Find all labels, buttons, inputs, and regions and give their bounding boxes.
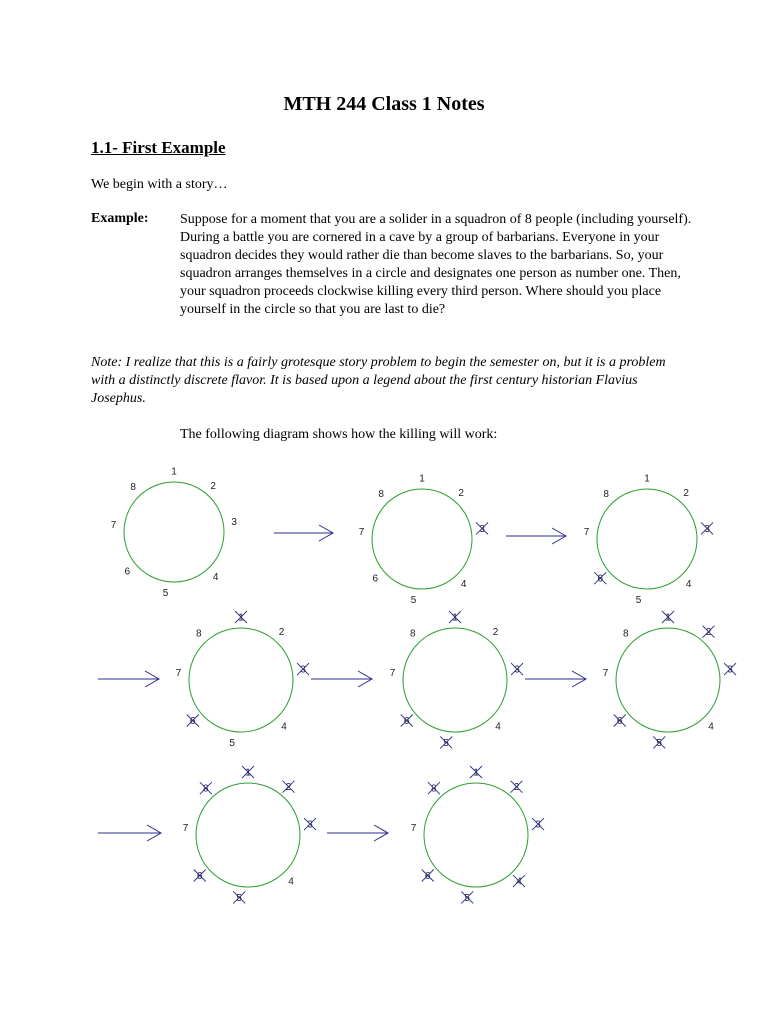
position-label: 2	[513, 782, 520, 794]
josephus-circle	[196, 783, 300, 887]
position-label: 8	[410, 628, 416, 640]
position-label: 3	[727, 664, 733, 676]
position-label: 6	[372, 573, 379, 585]
position-label: 6	[403, 716, 410, 727]
position-label: 1	[452, 612, 458, 624]
position-label: 1	[644, 473, 650, 485]
position-label: 8	[203, 783, 209, 795]
josephus-circle	[403, 628, 507, 732]
josephus-circle	[424, 783, 528, 887]
position-label: 8	[623, 628, 629, 640]
position-label: 3	[231, 516, 237, 528]
position-label: 8	[431, 783, 437, 795]
josephus-circle	[124, 482, 224, 582]
position-label: 3	[704, 523, 710, 535]
josephus-circle	[189, 628, 293, 732]
position-label: 7	[110, 520, 117, 532]
position-label: 7	[602, 667, 609, 679]
position-label: 3	[535, 819, 541, 831]
position-label: 8	[196, 628, 202, 640]
position-label: 6	[597, 573, 604, 585]
position-label: 1	[238, 612, 244, 624]
page-title: MTH 244 Class 1 Notes	[283, 93, 485, 115]
position-label: 7	[389, 667, 396, 679]
intro-text: We begin with a story…	[91, 177, 228, 192]
position-label: 3	[300, 664, 306, 676]
position-label: 2	[285, 782, 292, 794]
diagram-intro: The following diagram shows how the killing will work:	[180, 427, 498, 442]
position-label: 7	[175, 667, 182, 679]
position-label: 5	[443, 737, 449, 749]
example-label: Example:	[91, 211, 149, 226]
position-label: 5	[656, 737, 662, 749]
position-label: 2	[278, 627, 285, 639]
position-label: 8	[378, 489, 384, 501]
position-label: 3	[307, 819, 313, 831]
position-label: 2	[458, 487, 464, 499]
position-label: 5	[464, 892, 470, 904]
position-label: 6	[196, 871, 203, 882]
position-label: 4	[281, 721, 287, 733]
position-label: 7	[583, 527, 590, 539]
position-label: 4	[460, 579, 467, 591]
position-label: 6	[616, 716, 623, 727]
position-label: 4	[685, 579, 692, 591]
note-text: Note: I realize that this is a fairly grotesque story problem to begin the semester on, but it is a problem with a distinctly discrete flavor. It is based upon a legend about the first century historian Flavius Josephus.	[91, 355, 666, 406]
position-label: 4	[516, 876, 522, 888]
josephus-circle	[616, 628, 720, 732]
position-label: 1	[245, 767, 251, 779]
position-label: 1	[665, 612, 671, 624]
position-label: 1	[473, 767, 479, 779]
position-label: 5	[162, 587, 169, 599]
position-label: 1	[419, 473, 425, 485]
position-label: 5	[236, 892, 242, 904]
position-label: 2	[210, 480, 216, 492]
position-label: 4	[495, 721, 501, 733]
position-label: 8	[130, 482, 136, 494]
position-label: 7	[358, 527, 365, 539]
position-label: 7	[182, 822, 189, 834]
position-label: 6	[424, 871, 431, 882]
position-label: 5	[229, 737, 235, 749]
josephus-circle	[597, 489, 697, 589]
position-label: 5	[410, 594, 417, 606]
position-label: 4	[288, 876, 294, 888]
position-label: 8	[603, 489, 609, 501]
position-label: 2	[705, 627, 712, 639]
position-label: 3	[514, 664, 520, 676]
position-label: 4	[708, 721, 714, 733]
position-label: 1	[171, 466, 177, 478]
position-label: 6	[124, 566, 131, 578]
josephus-circle	[372, 489, 472, 589]
example-body: Suppose for a moment that you are a solider in a squadron of 8 people (including yourself). During a battle you are cornered in a cave by a group of barbarians. Everyone in your squadron decides they would rather die than become slaves to the barbarians. So, your squadron arranges themselves in a circle and designates one person as number one. Then, your squadron proceeds clockwise killing every third person. Where should you place yourself in the circle so that you are last to die?	[180, 212, 692, 317]
position-label: 4	[212, 572, 219, 584]
position-label: 2	[492, 627, 499, 639]
section-heading: 1.1- First Example	[91, 138, 226, 157]
position-label: 7	[410, 822, 417, 834]
position-label: 3	[479, 523, 485, 535]
position-label: 2	[683, 487, 689, 499]
position-label: 6	[189, 716, 196, 727]
position-label: 5	[635, 594, 642, 606]
